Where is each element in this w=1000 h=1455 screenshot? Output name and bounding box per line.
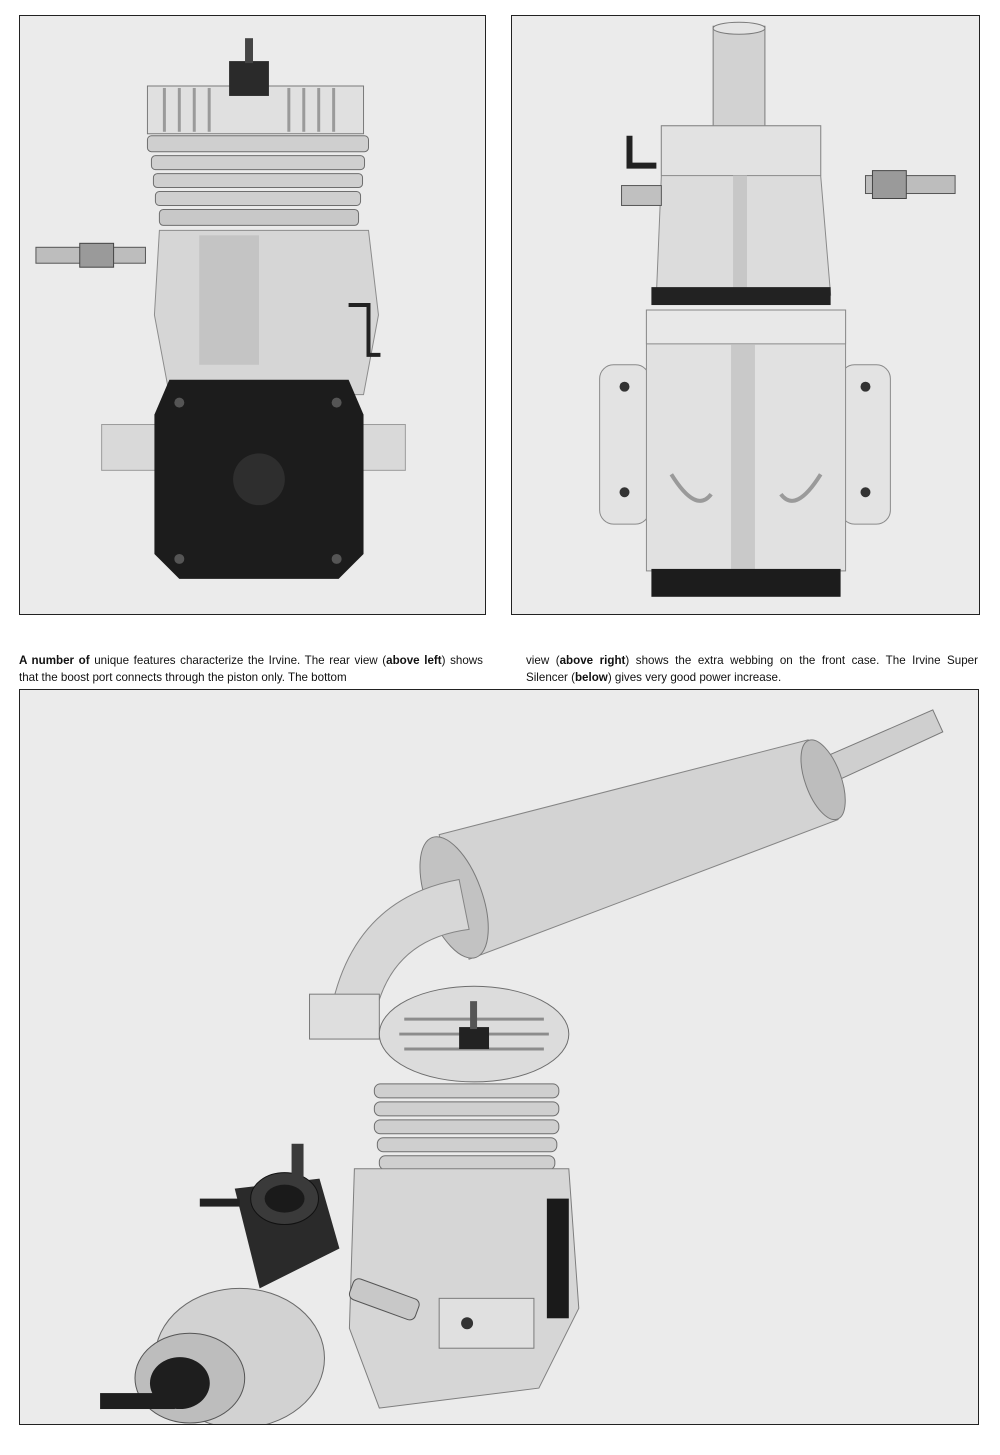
caption-right-column	[526, 652, 978, 686]
engine-rear-view-image	[20, 16, 485, 614]
photo-bottom-view	[511, 15, 980, 615]
caption-right-text-2: ) shows the extra webbing on the front case. The Irvine Super Silencer (	[526, 653, 978, 684]
caption-left-text-1: unique features characterize the Irvine. The rear view (	[89, 653, 387, 667]
caption-right-text-1: view (	[526, 653, 560, 667]
photo-super-silencer	[19, 689, 979, 1425]
photo-rear-view	[19, 15, 486, 615]
caption-right-text-3: ) gives very good power increase.	[607, 670, 782, 684]
caption-left-text-2: ) shows that the boost port connects through the piston only. The bottom	[19, 653, 483, 684]
engine-with-silencer-image	[20, 690, 978, 1424]
engine-bottom-view-image	[512, 16, 979, 614]
caption-above-right: above right	[559, 653, 626, 667]
caption-above-left: above left	[386, 653, 442, 667]
caption-lead: A number of	[19, 653, 90, 667]
caption-left-column	[19, 652, 483, 686]
caption-below: below	[574, 670, 608, 684]
